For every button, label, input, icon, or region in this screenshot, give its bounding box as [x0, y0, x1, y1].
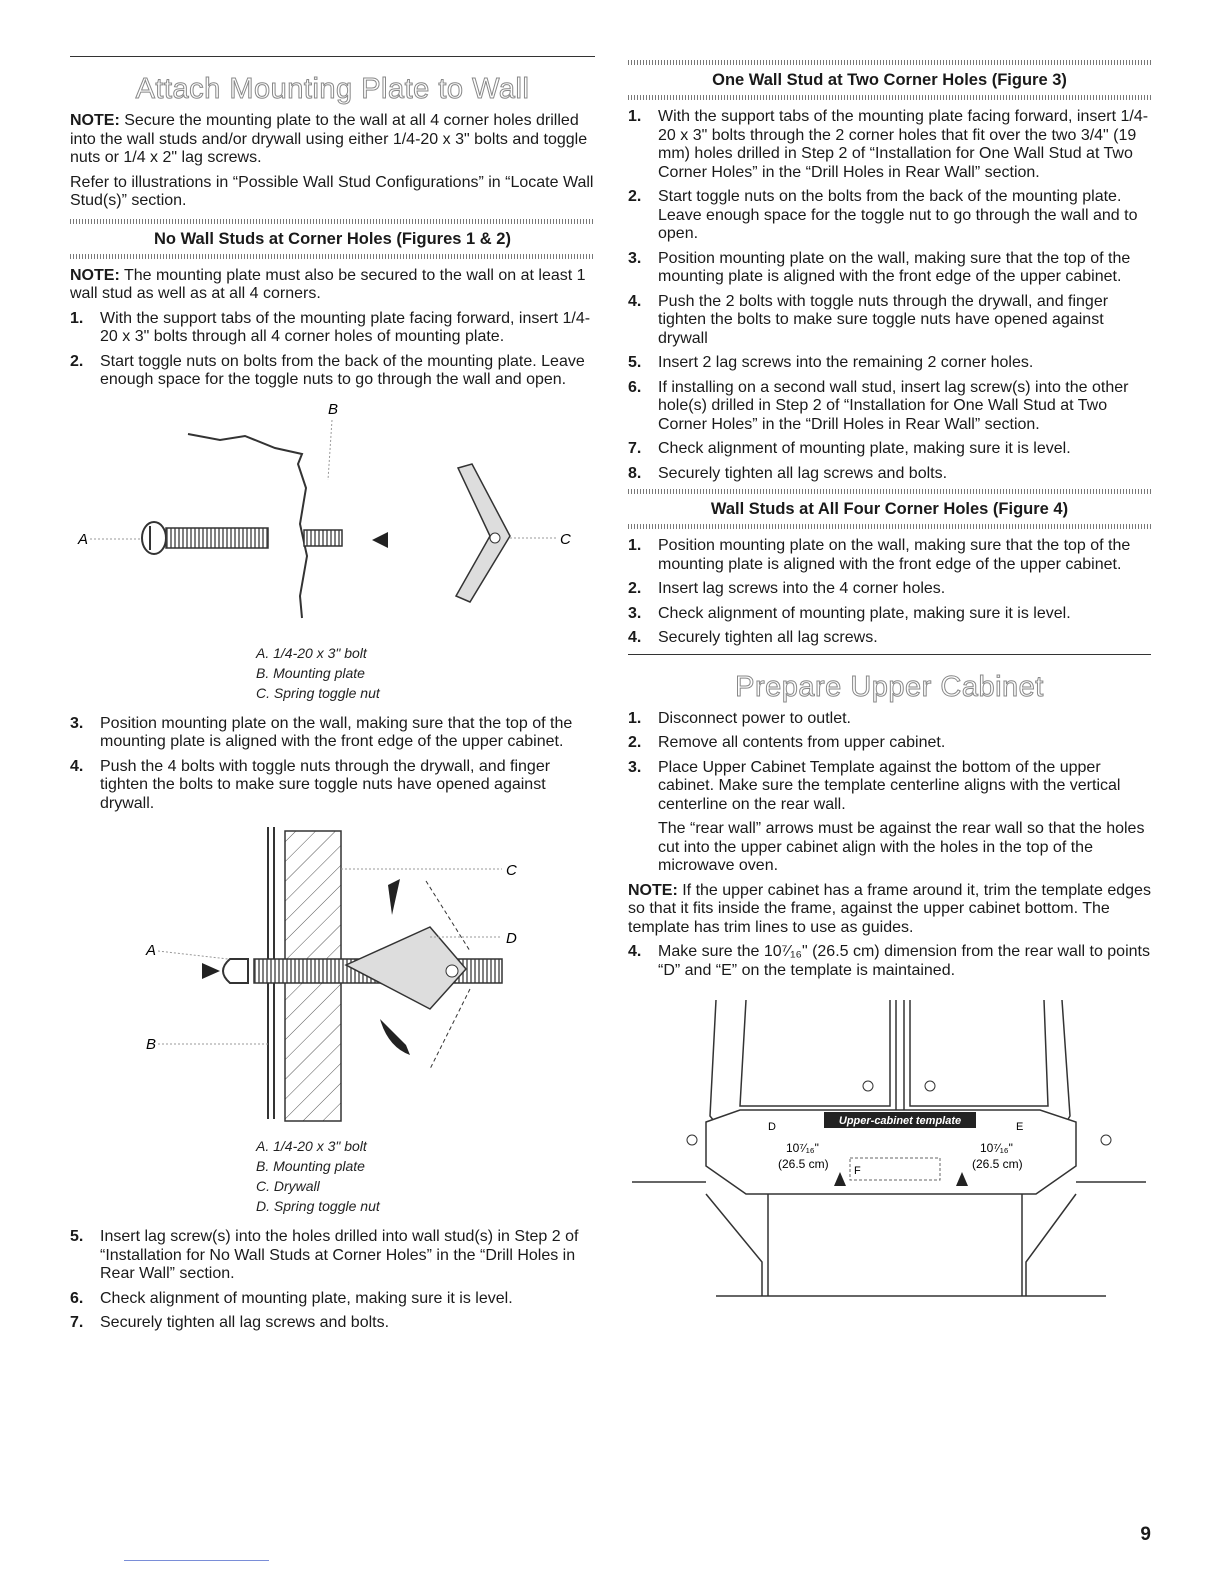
step-text: Start toggle nuts on bolts from the back of the mounting plate. Leave enough space for the toggle nuts to go through the wall and open. — [100, 352, 585, 388]
arrow-curve-icon — [380, 1019, 410, 1055]
step-number: 5. — [628, 354, 642, 371]
sub-heading-no-wall-studs: No Wall Studs at Corner Holes (Figures 1 & 2) — [154, 229, 511, 248]
step-item — [70, 353, 595, 390]
step-item — [628, 734, 1151, 753]
steps-list-b — [70, 715, 595, 814]
figure-label-a: A — [146, 942, 157, 959]
step-item — [628, 943, 1151, 980]
step-text: Start toggle nuts on the bolts from the back of the mounting plate. Leave enough space for the toggle nut to go through the wall and to open. — [658, 188, 1138, 242]
dimension-left-cm: (26.5 cm) — [778, 1157, 829, 1171]
figure-label-b: B — [146, 1036, 157, 1053]
hatch-rule — [70, 254, 595, 259]
bolt-shaft — [166, 528, 268, 548]
toggle-nut-icon — [456, 464, 510, 602]
figure-label-b: B — [328, 400, 339, 418]
step-text: Insert lag screw(s) into the holes drilled into wall stud(s) in Step 2 of “Installation for No Wall Studs at Corner Holes” in the “Drill Holes in Rear Wall” section. — [100, 1228, 579, 1282]
note-frame — [628, 882, 1151, 938]
caption-item: C. Drywall — [256, 1178, 320, 1194]
step-text: Place Upper Cabinet Template against the bottom of the upper cabinet. Make sure the template centerline aligns with the vertical centerline on the rear wall. — [658, 758, 1121, 813]
step-text: Disconnect power to outlet. — [658, 709, 851, 727]
step-text: Position mounting plate on the wall, making sure that the top of the mounting plate is aligned with the front edge of the upper cabinet. — [658, 249, 1131, 285]
step-item — [628, 759, 1151, 815]
dimension-right-cm: (26.5 cm) — [972, 1157, 1023, 1171]
step-number: 2. — [70, 352, 84, 370]
step-number: 4. — [628, 292, 642, 310]
arrow-right-icon — [202, 963, 220, 979]
hatch-rule — [628, 524, 1151, 529]
step-item — [628, 108, 1151, 182]
step-number: 1. — [628, 537, 642, 554]
note-mounting — [70, 112, 595, 168]
step-text: Check alignment of mounting plate, making sure it is level. — [100, 1289, 513, 1307]
dimension-right: 10⁷⁄₁₆" — [980, 1141, 1013, 1155]
step-item — [628, 440, 1151, 459]
step-text: Check alignment of mounting plate, making sure it is level. — [658, 604, 1071, 622]
step-number: 6. — [628, 378, 642, 396]
step-number: 4. — [628, 943, 642, 960]
step-number: 6. — [70, 1289, 84, 1307]
step-item — [70, 715, 595, 752]
figure-label-c: C — [560, 530, 571, 548]
step-number: 3. — [628, 249, 642, 267]
template-point-d: D — [768, 1121, 776, 1133]
steps-list-a — [70, 310, 595, 390]
step-number: 4. — [628, 629, 642, 646]
step-number: 1. — [70, 309, 84, 327]
step-number: 7. — [70, 1314, 84, 1331]
steps-list-d — [628, 108, 1151, 483]
rear-wall-text: The “rear wall” arrows must be against the rear wall so that the holes cut into the upper cabinet align with the holes in the top of the microwave oven. — [658, 820, 1145, 874]
caption-item: A. 1/4-20 x 3" bolt — [256, 644, 367, 661]
step-item — [628, 188, 1151, 244]
step-item — [70, 758, 595, 814]
step-text: Remove all contents from upper cabinet. — [658, 734, 946, 751]
hatch-rule — [70, 219, 595, 224]
step-text: Position mounting plate on the wall, making sure that the top of the mounting plate is aligned with the front edge of the upper cabinet. — [658, 537, 1131, 573]
left-column — [70, 56, 595, 1339]
bolt-head-icon — [223, 959, 248, 983]
caption-item: C. Spring toggle nut — [256, 684, 380, 701]
step-number: 3. — [628, 758, 642, 776]
refer-text: Refer to illustrations in “Possible Wall Stud Configurations” in “Locate Wall Stud(s)” section. — [70, 173, 594, 209]
figure-label-a: A — [78, 530, 89, 548]
step-item — [628, 250, 1151, 287]
figure-captions — [256, 643, 595, 703]
step-number: 3. — [70, 714, 84, 732]
hatch-rule — [628, 489, 1151, 494]
arrow-left-icon — [372, 532, 388, 548]
steps-list-f — [628, 710, 1151, 815]
step-number: 3. — [628, 604, 642, 622]
figure-bolt-toggle-nut — [70, 396, 595, 641]
step-text: With the support tabs of the mounting plate facing forward, insert 1/4-20 x 3" bolts through the 2 corner holes that fit over the two 3/4" (19 mm) holes drilled in Step 2 of “Installation for One Wall Stud at Two Corner Holes” in the “Drill Holes in Rear Wall” section. — [658, 108, 1149, 181]
step-item — [628, 580, 1151, 599]
caption-item: A. 1/4-20 x 3" bolt — [256, 1138, 367, 1154]
steps-list-c — [70, 1228, 595, 1333]
step-text: With the support tabs of the mounting plate facing forward, insert 1/4-20 x 3" bolts through all 4 corner holes of mounting plate. — [100, 309, 591, 345]
sub-heading-one-wall-stud: One Wall Stud at Two Corner Holes (Figure 3) — [712, 71, 1067, 89]
step-item — [628, 605, 1151, 624]
step-text: Insert lag screws into the 4 corner holes. — [658, 580, 946, 597]
step-text: Push the 4 bolts with toggle nuts through the drywall, and finger tighten the bolts to make sure toggle nuts have opened against drywall. — [100, 757, 551, 812]
hatch-rule — [628, 60, 1151, 65]
step-text: Securely tighten all lag screws. — [658, 629, 878, 646]
step-number: 2. — [628, 188, 642, 205]
step-number: 1. — [628, 108, 642, 125]
step-item — [628, 710, 1151, 729]
caption-item: D. Spring toggle nut — [256, 1198, 380, 1214]
step-number: 1. — [628, 709, 642, 727]
step-text: Insert 2 lag screws into the remaining 2 corner holes. — [658, 354, 1034, 371]
page-number: 9 — [1140, 1524, 1151, 1545]
step-item — [628, 379, 1151, 435]
note-text: Secure the mounting plate to the wall at all 4 corner holes drilled into the wall studs and/or drywall using either 1/4-20 x 3" bolts and toggle nuts or 1/4 x 2" lag screws. — [70, 112, 588, 166]
step-text: Check alignment of mounting plate, making sure it is level. — [658, 440, 1071, 457]
step-item — [70, 1228, 595, 1284]
step-item — [628, 354, 1151, 373]
step-text: If installing on a second wall stud, insert lag screw(s) into the other hole(s) drilled in Step 2 of “Installation for One Wall Stud at Two Corner Holes” in the “Drill Holes in Rear Wall” section. — [658, 378, 1129, 433]
arrow-up-icon — [388, 879, 400, 915]
step-text: Push the 2 bolts with toggle nuts through the drywall, and finger tighten the bolts to make sure toggle nuts have opened against drywall — [658, 292, 1109, 347]
figure-wall-cross-section — [70, 819, 595, 1134]
note-text: The mounting plate must also be secured to the wall on at least 1 wall stud as well as at all 4 corners. — [70, 266, 586, 302]
step-number: 5. — [70, 1228, 84, 1245]
note-label: NOTE: — [628, 881, 678, 899]
sub-heading-four-corner-holes: Wall Studs at All Four Corner Holes (Figure 4) — [710, 500, 1069, 518]
step-item — [628, 293, 1151, 349]
hatch-rule — [628, 95, 1151, 100]
step-text: Position mounting plate on the wall, making sure that the top of the mounting plate is aligned with the front edge of the upper cabinet. — [100, 714, 573, 750]
section-title-attach-mounting-plate: Attach Mounting Plate to Wall — [135, 73, 530, 105]
step-text: Securely tighten all lag screws and bolts. — [100, 1314, 390, 1331]
caption-item: B. Mounting plate — [256, 664, 365, 681]
note-text: If the upper cabinet has a frame around it, trim the template edges so that it fits inside the frame, against the upper cabinet bottom. The template has trim lines to use as guides. — [628, 881, 1151, 936]
step-number: 4. — [70, 757, 84, 775]
section-title-prepare-upper-cabinet: Prepare Upper Cabinet — [735, 670, 1044, 703]
section-rule — [628, 654, 1151, 655]
right-column — [628, 56, 1151, 1311]
step-item — [70, 310, 595, 347]
step-number: 7. — [628, 440, 642, 457]
template-point-f: F — [854, 1165, 861, 1177]
top-rule — [70, 56, 595, 57]
step-item — [70, 1290, 595, 1309]
figure-label-d: D — [506, 930, 517, 947]
figure-captions — [256, 1136, 595, 1216]
steps-list-g — [628, 943, 1151, 980]
step-text: Make sure the 10⁷⁄₁₆" (26.5 cm) dimension from the rear wall to points “D” and “E” on the template is maintained. — [658, 943, 1150, 979]
dimension-left: 10⁷⁄₁₆" — [786, 1141, 819, 1155]
figure-label-c: C — [506, 862, 517, 879]
footer-underline — [124, 1560, 269, 1561]
template-label: Upper-cabinet template — [838, 1115, 962, 1127]
step-text: Securely tighten all lag screws and bolts. — [658, 464, 948, 482]
steps-list-e — [628, 537, 1151, 648]
bolt-head-icon — [142, 522, 166, 554]
caption-item: B. Mounting plate — [256, 1158, 365, 1174]
note-wall-stud — [70, 267, 595, 304]
template-point-e: E — [1016, 1121, 1024, 1133]
note-label: NOTE: — [70, 266, 120, 284]
step-item — [628, 465, 1151, 484]
figure-upper-cabinet-template — [628, 986, 1151, 1311]
step-number: 2. — [628, 580, 642, 597]
note-label: NOTE: — [70, 112, 120, 129]
step-item — [628, 537, 1151, 574]
step-item — [70, 1314, 595, 1333]
step-number: 8. — [628, 464, 642, 482]
step-item — [628, 629, 1151, 648]
step-number: 2. — [628, 734, 642, 751]
